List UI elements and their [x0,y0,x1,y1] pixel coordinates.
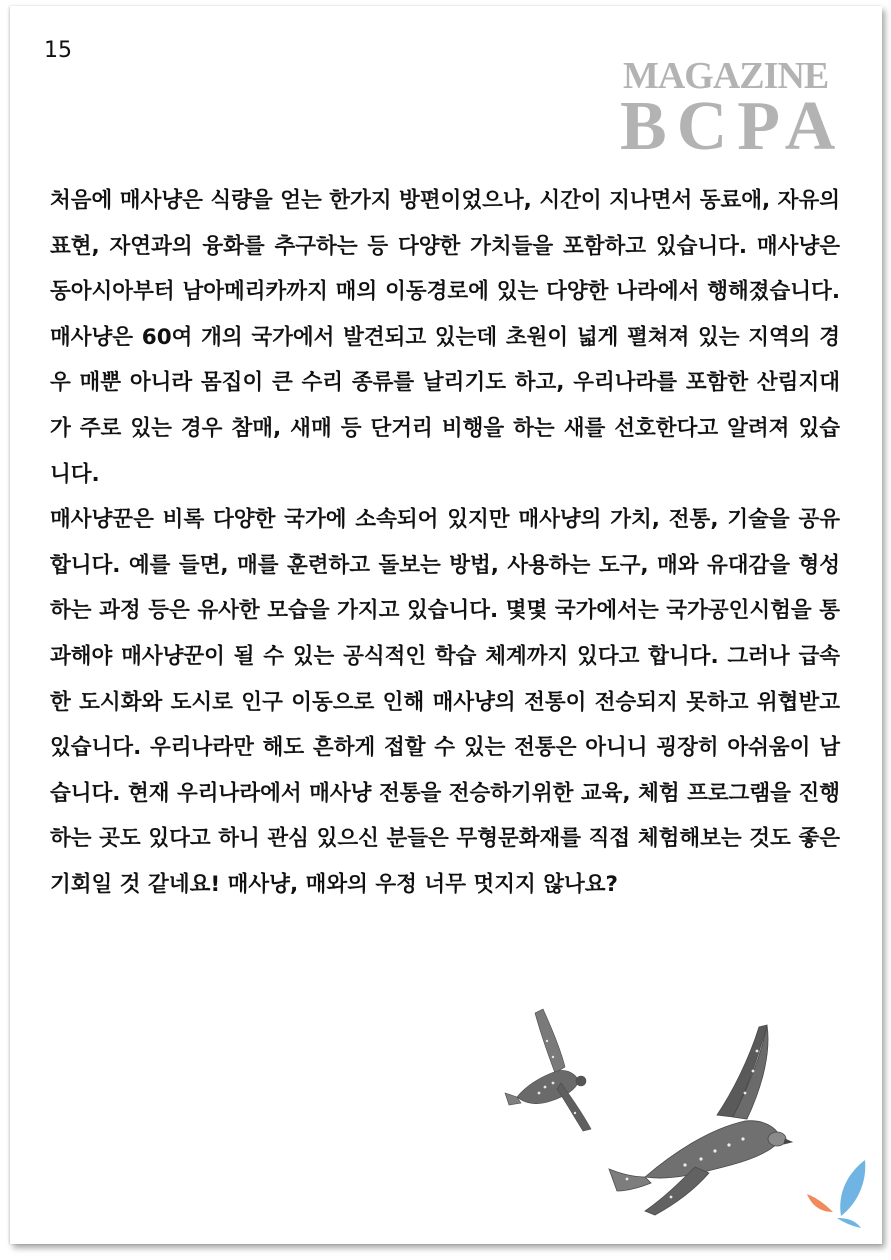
falcons-illustration [495,1001,795,1231]
large-falcon-icon [609,1025,792,1215]
masthead-magazine-label: MAGAZINE [623,55,829,97]
article-body [50,178,840,908]
masthead-bcpa-label: BCPA [620,88,846,165]
magazine-page [10,6,882,1244]
article-paragraph-2: 매사냥꾼은 비록 다양한 국가에 소속되어 있지만 매사냥의 가치, 전통, 기술을 공유합니다. 예를 들면, 매를 훈련하고 돌보는 방법, 사용하는 도구, 매와 유대감을 형성하는 과정 등은 유사한 모습을 가지고 있습니다. 몇몇 국가에서는 국가공인시험을 통과해야 매사냥꾼이 될 수 있는 공식적인 학습 체계까지 있다고 합니다. 그러나 급속한 도시화와 도시로 인구 이동으로 인해 매사냥의 전통이 전승되지 못하고 위협받고 있습니다. 우리나라만 해도 흔하게 접할 수 있는 전통은 아니니 굉장히 아쉬움이 남습니다. 현재 우리나라에서 매사냥 전통을 전승하기위한 교육, 체험 프로그램을 진행하는 곳도 있다고 하니 관심 있으신 분들은 무형문화재를 직접 체험해보는 것도 좋은 기회일 것 같네요! 매사냥, 매와의 우정 너무 멋지지 않나요? [50,507,840,897]
leaf-logo-icon [803,1154,873,1234]
magazine-masthead [620,55,860,165]
page-number: 15 [44,38,72,63]
article-paragraph-1: 처음에 매사냥은 식량을 얻는 한가지 방편이었으나, 시간이 지나면서 동료애, 자유의 표현, 자연과의 융화를 추구하는 등 다양한 가치들을 포함하고 있습니다. 매사냥은 동아시아부터 남아메리카까지 매의 이동경로에 있는 다양한 나라에서 행해졌습니다. 매사냥은 60여 개의 국가에서 발견되고 있는데 초원이 넓게 펼쳐져 있는 지역의 경우 매뿐 아니라 몸집이 큰 수리 종류를 날리기도 하고, 우리나라를 포함한 산림지대가 주로 있는 경우 참매, 새매 등 단거리 비행을 하는 새를 선호한다고 알려져 있습니다. [50,188,840,487]
small-falcon-icon [505,1009,591,1131]
